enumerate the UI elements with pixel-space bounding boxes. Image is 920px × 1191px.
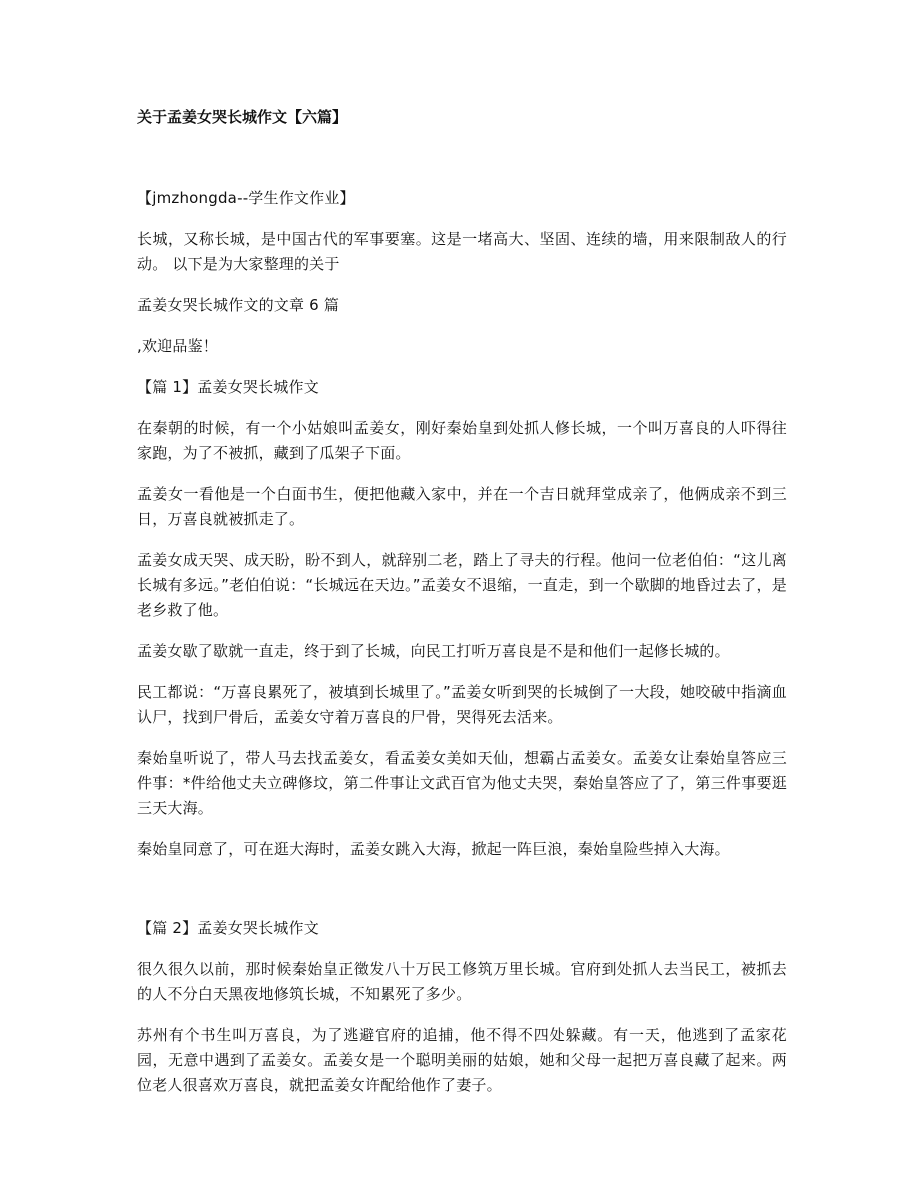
intro-title: 孟姜女哭长城作文的文章 6 篇 [137,296,340,314]
section-heading: 【篇 2】孟姜女哭长城作文 [137,919,319,937]
paragraph: 孟姜女一看他是一个白面书生，便把他藏入家中，并在一个吉日就拜堂成亲了，他俩成亲不到三日，万喜良就被抓走了。 [137,485,787,528]
welcome-line: ,欢迎品鉴！ [137,337,218,355]
paragraph: 孟姜女成天哭、成天盼，盼不到人，就辞别二老，踏上了寻夫的行程。他问一位老伯伯：“这儿离长城有多远。”老伯伯说：“长城远在天边。”孟姜女不退缩，一直走，到一个歇脚的地昏过去了，是老乡救了他。 [137,551,787,619]
section-heading: 【篇 1】孟姜女哭长城作文 [137,378,319,396]
document-body [137,186,787,1114]
document-title: 关于孟姜女哭长城作文【六篇】 [137,108,348,126]
intro-paragraph: 长城，又称长城，是中国古代的军事要塞。这是一堵高大、坚固、连续的墙，用来限制敌人的行动。 以下是为大家整理的关于 [137,230,787,273]
source-tag: 【jmzhongda--学生作文作业】 [137,189,355,207]
section-spacer [137,878,787,916]
paragraph: 在秦朝的时候，有一个小姑娘叫孟姜女，刚好秦始皇到处抓人修长城，一个叫万喜良的人吓得往家跑，为了不被抓，藏到了瓜架子下面。 [137,419,787,462]
paragraph: 秦始皇同意了，可在逛大海时，孟姜女跳入大海，掀起一阵巨浪，秦始皇险些掉入大海。 [137,840,730,858]
paragraph: 孟姜女歇了歇就一直走，终于到了长城，向民工打听万喜良是不是和他们一起修长城的。 [137,642,730,660]
paragraph: 苏州有个书生叫万喜良，为了逃避官府的追捕，他不得不四处躲藏。有一天，他逃到了孟家花园，无意中遇到了孟姜女。孟姜女是一个聪明美丽的姑娘，她和父母一起把万喜良藏了起来。两位老人很喜欢万喜良，就把孟姜女许配给他作了妻子。 [137,1026,787,1094]
paragraph: 秦始皇听说了，带人马去找孟姜女，看孟姜女美如天仙，想霸占孟姜女。孟姜女让秦始皇答应三件事：*件给他丈夫立碑修坟，第二件事让文武百官为他丈夫哭，秦始皇答应了了，第三件事要逛三天大海。 [137,749,787,817]
paragraph: 民工都说：“万喜良累死了，被填到长城里了。”孟姜女听到哭的长城倒了一大段，她咬破中指滴血认尸，找到尸骨后，孟姜女守着万喜良的尸骨，哭得死去活来。 [137,683,787,726]
paragraph: 很久很久以前，那时候秦始皇正徵发八十万民工修筑万里长城。官府到处抓人去当民工，被抓去的人不分白天黑夜地修筑长城，不知累死了多少。 [137,960,787,1003]
